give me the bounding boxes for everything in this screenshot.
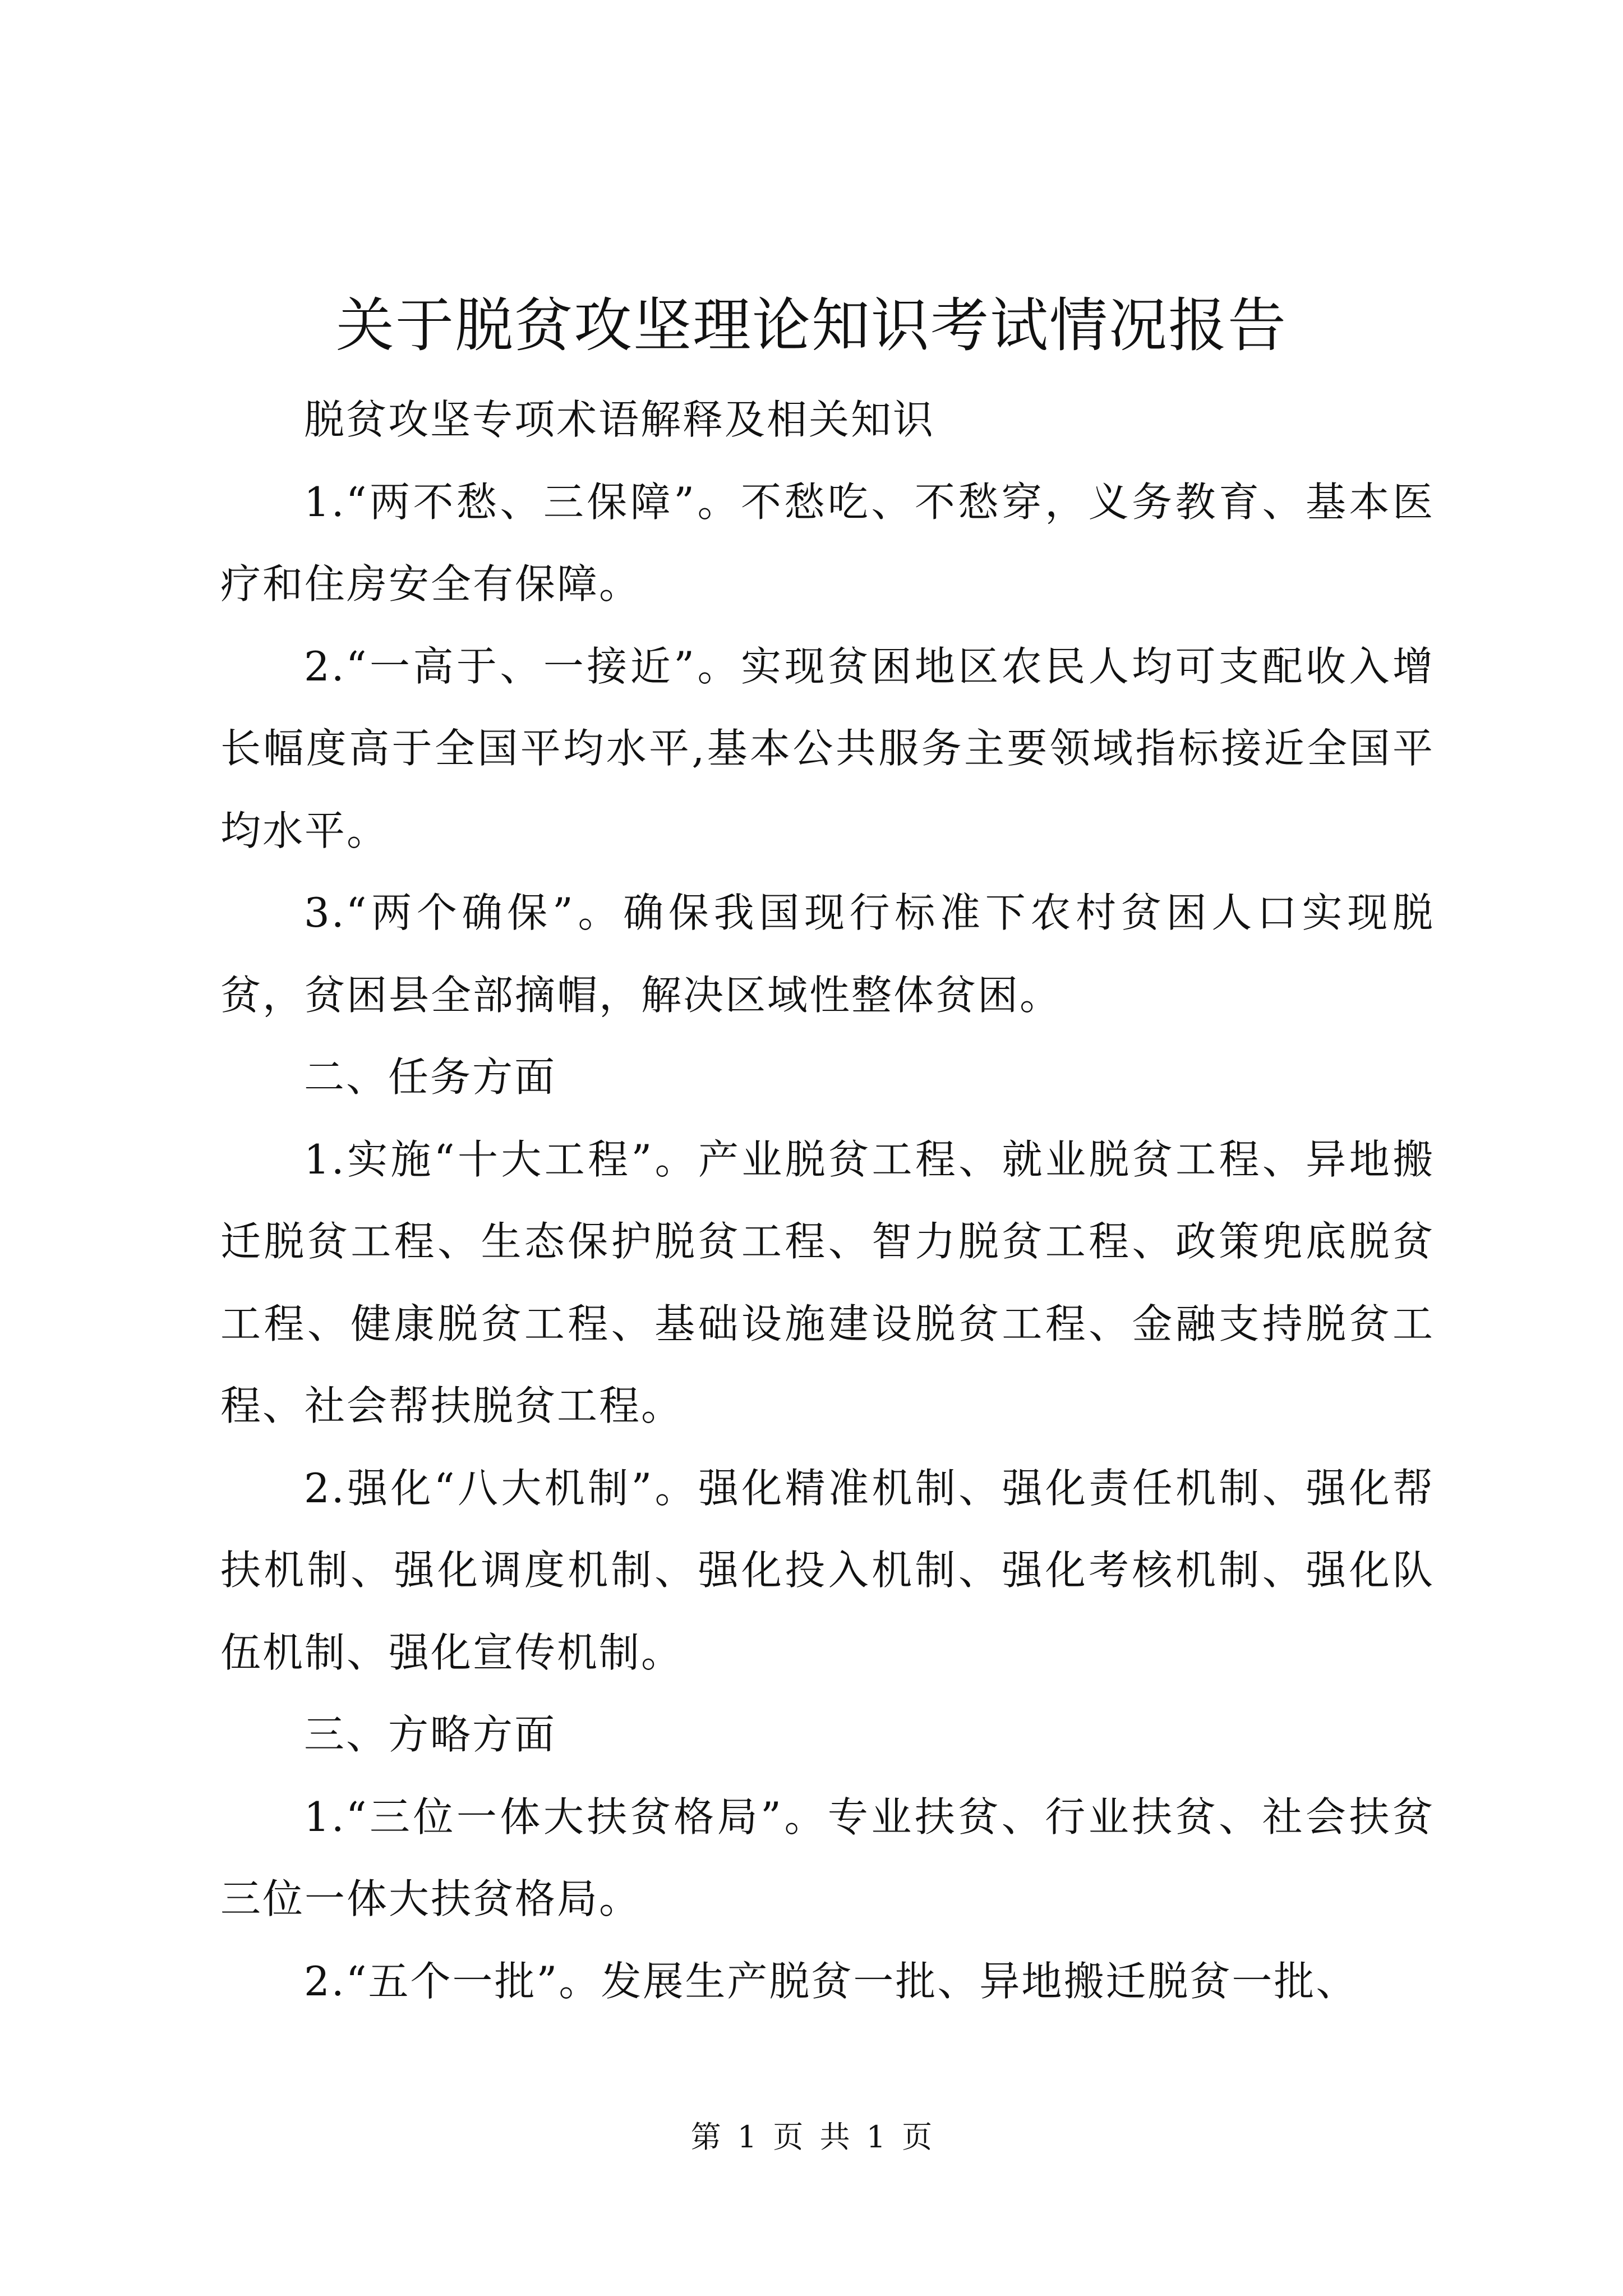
section-heading: 三、方略方面 (304, 1711, 557, 1758)
document-body (220, 379, 1435, 2022)
paragraph-item: 2.“一高于、一接近”。实现贫困地区农民人均可支配收入增长幅度高于全国平均水平,基本公共服务主要领域指标接近全国平均水平。 (220, 642, 1435, 854)
paragraph-item: 2.“五个一批”。发展生产脱贫一批、异地搬迁脱贫一批、 (304, 1957, 1358, 2005)
paragraph-item: 3.“两个确保”。确保我国现行标准下农村贫困人口实现脱贫，贫困县全部摘帽，解决区域性整体贫困。 (220, 889, 1435, 1019)
paragraph-item: 2.强化“八大机制”。强化精准机制、强化责任机制、强化帮扶机制、强化调度机制、强化投入机制、强化考核机制、强化队伍机制、强化宣传机制。 (220, 1464, 1435, 1676)
paragraph-item: 1.“三位一体大扶贫格局”。专业扶贫、行业扶贫、社会扶贫三位一体大扶贫格局。 (220, 1793, 1435, 1922)
document-title: 关于脱贫攻坚理论知识考试情况报告 (335, 291, 1287, 360)
paragraph-item: 1.“两不愁、三保障”。不愁吃、不愁穿，义务教育、基本医疗和住房安全有保障。 (220, 478, 1435, 608)
page-footer: 第 1 页 共 1 页 (690, 2119, 933, 2155)
paragraph-intro: 脱贫攻坚专项术语解释及相关知识 (304, 396, 935, 443)
paragraph-item: 1.实施“十大工程”。产业脱贫工程、就业脱贫工程、异地搬迁脱贫工程、生态保护脱贫工程、智力脱贫工程、政策兜底脱贫工程、健康脱贫工程、基础设施建设脱贫工程、金融支持脱贫工程、社会帮扶脱贫工程。 (220, 1135, 1435, 1429)
section-heading: 二、任务方面 (304, 1053, 557, 1101)
